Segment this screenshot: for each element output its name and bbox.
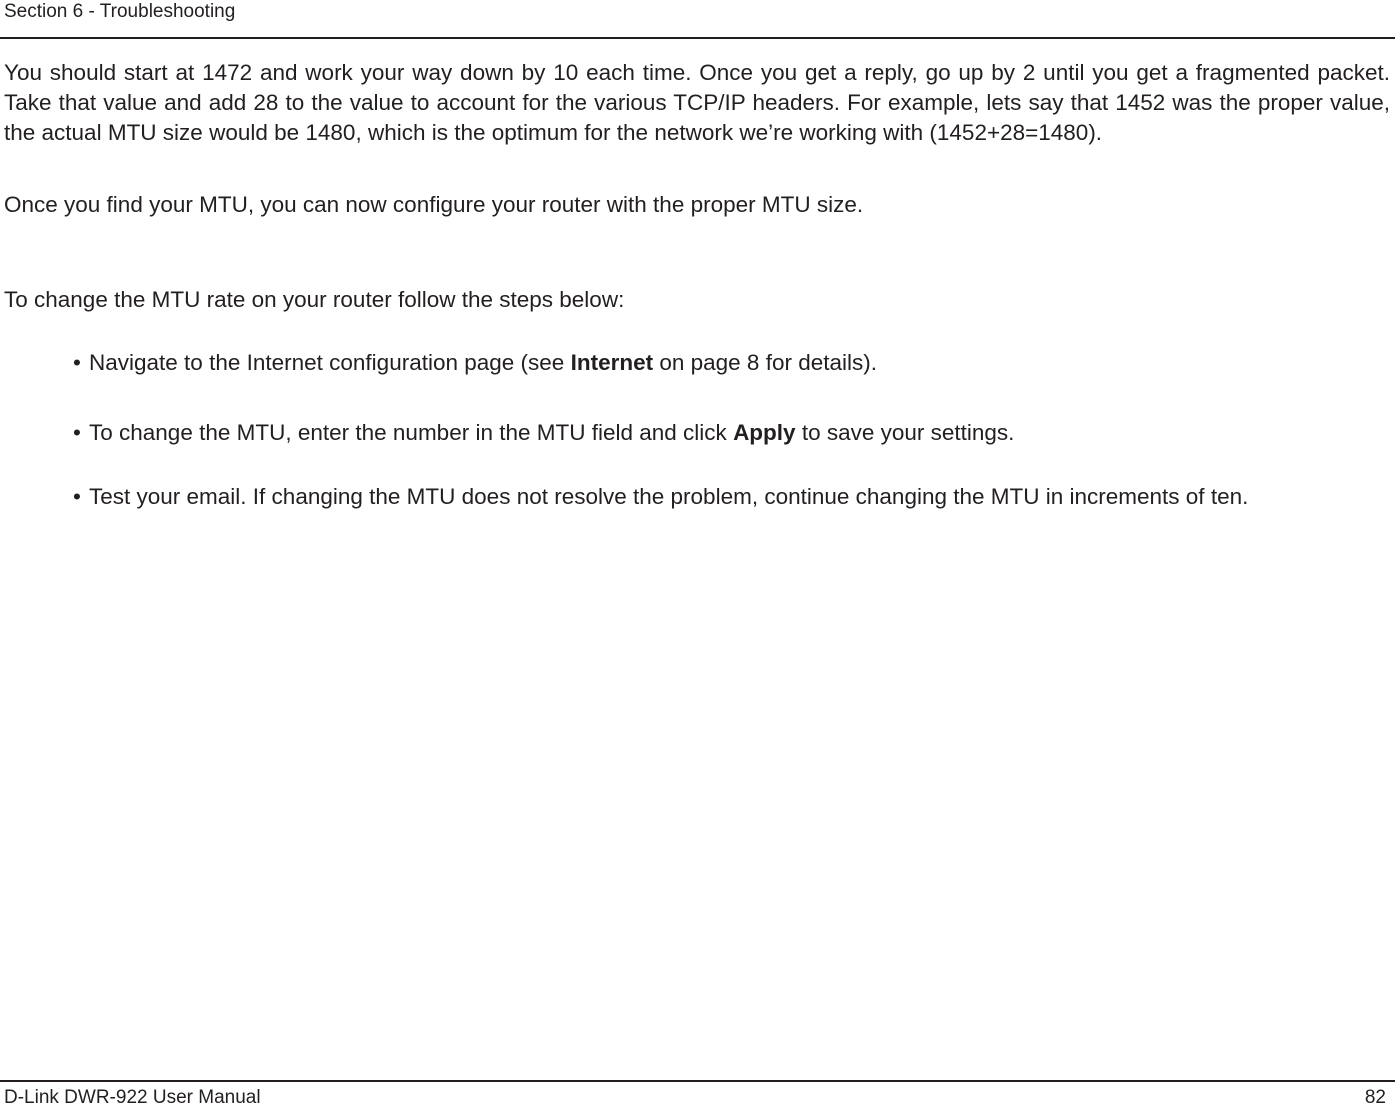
bullet-icon: • [73, 420, 81, 445]
step-text: Test your email. If changing the MTU does not resolve the problem, continue changing the MTU in increments of ten. [89, 484, 1249, 509]
step-text-part: on page 8 for details). [653, 350, 877, 375]
step-text-part: Navigate to the Internet configuration page (see [89, 350, 571, 375]
internet-link-text: Internet [570, 350, 654, 375]
bullet-icon: • [73, 350, 81, 375]
step-text [89, 418, 1329, 448]
header-divider [0, 37, 1395, 39]
page-number: 82 [1364, 1087, 1386, 1108]
steps-intro: To change the MTU rate on your router follow the steps below: [4, 287, 625, 312]
step-text-part: To change the MTU, enter the number in the MTU field and click [89, 420, 734, 445]
step-text [89, 348, 1329, 378]
footer-divider [0, 1080, 1395, 1082]
manual-name: D-Link DWR-922 User Manual [4, 1087, 261, 1108]
section-title: Section 6 - Troubleshooting [4, 1, 236, 22]
apply-label-text: Apply [733, 420, 796, 445]
step-text-part: to save your settings. [795, 420, 1015, 445]
mtu-explanation-paragraph: You should start at 1472 and work your way down by 10 each time. Once you get a reply, go up by 2 until you get a fragmented packet. Take that value and add 28 to the value to account for the various TCP/IP headers. For example, lets say that 1452 was the proper value, the actual MTU size would be 1480, which is the optimum for the network we’re working with (1452+28=1480). [4, 60, 1390, 145]
bullet-icon: • [73, 484, 81, 509]
configure-mtu-paragraph: Once you find your MTU, you can now configure your router with the proper MTU size. [4, 192, 864, 217]
